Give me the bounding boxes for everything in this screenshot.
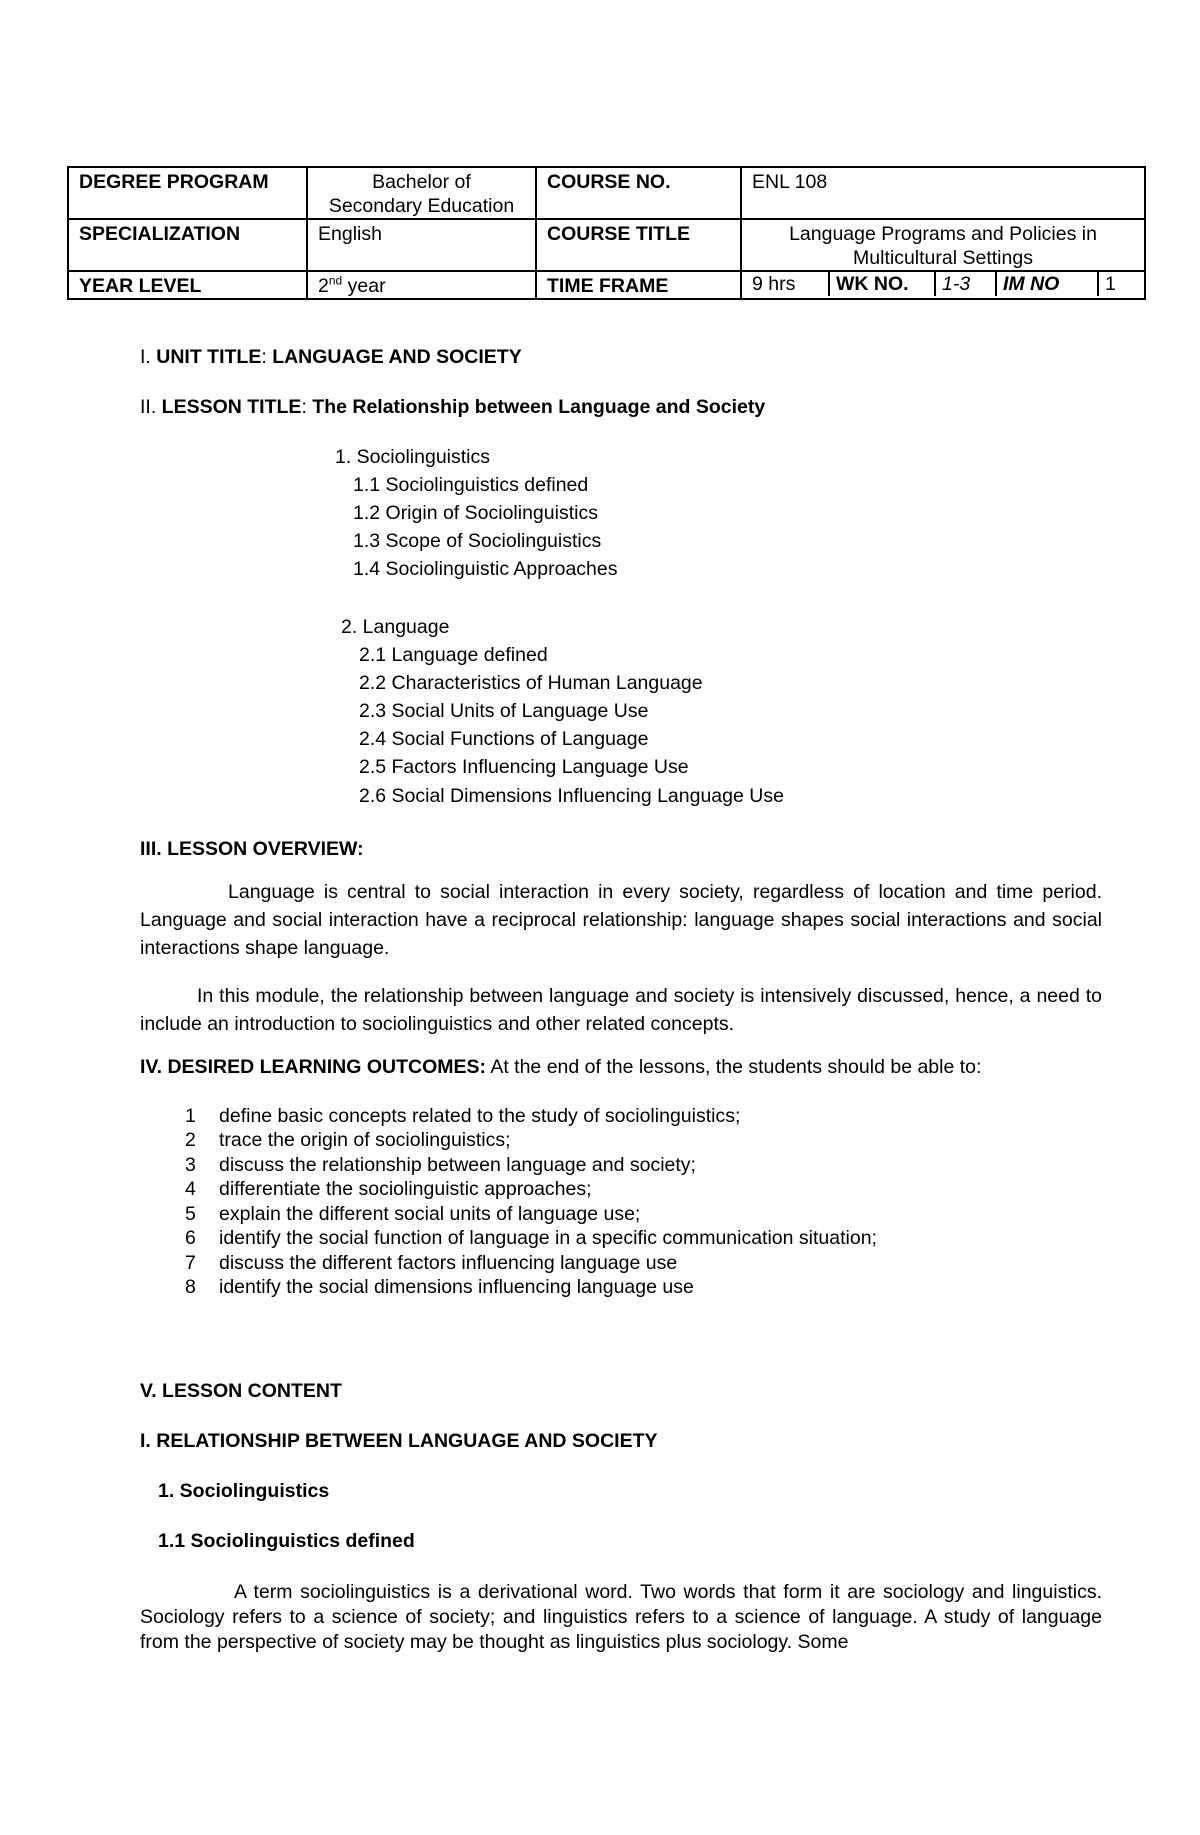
course-title-label: COURSE TITLE <box>536 219 741 271</box>
overview-paragraph-1: Language is central to social interaction in every society, regardless of location and time period. Language and social interaction have a reciprocal relationship: language shapes social interactions and social interactions shape language. <box>140 881 1102 959</box>
topic-item: 2.4 Social Functions of Language <box>359 728 649 750</box>
time-frame-value: 9 hrs <box>752 273 796 295</box>
wk-no-value: 1-3 <box>934 272 995 296</box>
im-no-label: IM NO <box>995 272 1097 296</box>
specialization-label: SPECIALIZATION <box>68 219 307 271</box>
subsection-heading: 1. Sociolinguistics <box>158 1480 330 1502</box>
specialization-value: English <box>307 219 536 271</box>
course-title-value: Language Programs and Policies in Multicultural Settings <box>741 219 1145 271</box>
topic-item: 1.1 Sociolinguistics defined <box>353 474 589 496</box>
topic-item: 2.3 Social Units of Language Use <box>359 700 649 722</box>
topic-item: 1. Sociolinguistics <box>335 446 490 468</box>
subsubsection-heading: 1.1 Sociolinguistics defined <box>158 1530 415 1552</box>
content-paragraph-1: A term sociolinguistics is a derivational word. Two words that form it are sociology and linguistics. Sociology refers to a science of society; and linguistics refers to a science of language. A study of language from the perspective of society may be thought as linguistics plus sociology. Some <box>140 1581 1102 1653</box>
lesson-content-heading: V. LESSON CONTENT <box>140 1380 342 1402</box>
topic-item: 2.1 Language defined <box>359 644 548 666</box>
topic-item: 1.4 Sociolinguistic Approaches <box>353 558 618 580</box>
overview-paragraph-2: In this module, the relationship between language and society is intensively discussed, hence, a need to include an introduction to sociolinguistics and other related concepts. <box>140 985 1102 1035</box>
time-frame-cell <box>741 271 1145 299</box>
topic-item: 2.2 Characteristics of Human Language <box>359 672 703 694</box>
year-level-label: YEAR LEVEL <box>68 271 307 299</box>
topic-item: 2. Language <box>341 616 450 638</box>
im-no-value: 1 <box>1097 272 1141 296</box>
topic-item: 1.2 Origin of Sociolinguistics <box>353 502 598 524</box>
document-page: DEGREE PROGRAM Bachelor of Secondary Education COURSE NO. ENL 108 SPECIALIZATION English COURSE TITLE Language Programs and Policies in Multicultural Settings YEAR LEVEL 2nd year TIME FRAME 9 hrs WK NO. 1-3 IM NO 1 I. UNIT TITLE: LANGUAGE AND SOCIETY II. LESSON TITLE: The Relationship between Language and Society 1. Sociolinguistics 1.1 Sociolinguistics defined 1.2 Origin of Sociolinguistics 1.3 Scope of Sociolinguistics 1.4 Sociolinguistic Approaches 2. Language 2.1 Language defined 2.2 Characteristics of Human Language 2.3 Social Units of Language Use 2.4 Social Functions of Language 2.5 Factors Influencing Language Use 2.6 Social Dimensions Influencing Language Use III. LESSON OVERVIEW: Language is central to social interaction in every society, regardless of location and time period. Language and social interaction have a reciprocal relationship: language shapes social interactions and social interactions shape language. In this module, the relationship between language and society is intensively discussed, hence, a need to include an introduction to sociolinguistics and other related concepts. IV. DESIRED LEARNING OUTCOMES: At the end of the lessons, the students should be able to: 1 define basic concepts related to the study of sociolinguistics; 2 trace the origin of sociolinguistics; 3 discuss the relationship between language and society; 4 differentiate the sociolinguistic approaches; 5 explain the different social units of language use; 6 identify the social function of language in a specific communication situation; 7 discuss the different factors influencing language use 8 identify the social dimensions influencing language use V. LESSON CONTENT I. RELATIONSHIP BETWEEN LANGUAGE AND SOCIETY 1. Sociolinguistics 1.1 Sociolinguistics defined A term sociolinguistics is a derivational word. Two words that form it are sociology and linguistics. Sociology refers to a science of society; and linguistics refers to a science of language. A study of language from the perspective of society may be thought as linguistics plus sociology. Some <box>0 0 1200 1835</box>
course-no-label: COURSE NO. <box>536 167 741 219</box>
degree-program-label: DEGREE PROGRAM <box>68 167 307 219</box>
course-info-table <box>67 166 1146 300</box>
topic-item: 2.6 Social Dimensions Influencing Language Use <box>359 785 784 807</box>
topic-item: 2.5 Factors Influencing Language Use <box>359 756 689 778</box>
wk-no-label: WK NO. <box>828 272 934 296</box>
section-heading: I. RELATIONSHIP BETWEEN LANGUAGE AND SOCIETY <box>140 1430 658 1452</box>
topic-item: 1.3 Scope of Sociolinguistics <box>353 530 602 552</box>
course-no-value: ENL 108 <box>741 167 1145 219</box>
overview-heading: III. LESSON OVERVIEW: <box>140 838 364 860</box>
outcomes-heading-line <box>140 1056 981 1079</box>
unit-title: I. UNIT TITLE: LANGUAGE AND SOCIETY <box>140 346 522 368</box>
lesson-title: II. LESSON TITLE: The Relationship between Language and Society <box>140 396 766 418</box>
outcomes-heading: IV. DESIRED LEARNING OUTCOMES: <box>140 1056 486 1078</box>
degree-program-value: Bachelor of Secondary Education <box>307 167 536 219</box>
outcomes-intro: At the end of the lessons, the students should be able to: <box>485 1056 982 1078</box>
time-frame-label: TIME FRAME <box>536 271 741 299</box>
year-level-value: 2nd year <box>307 271 536 299</box>
